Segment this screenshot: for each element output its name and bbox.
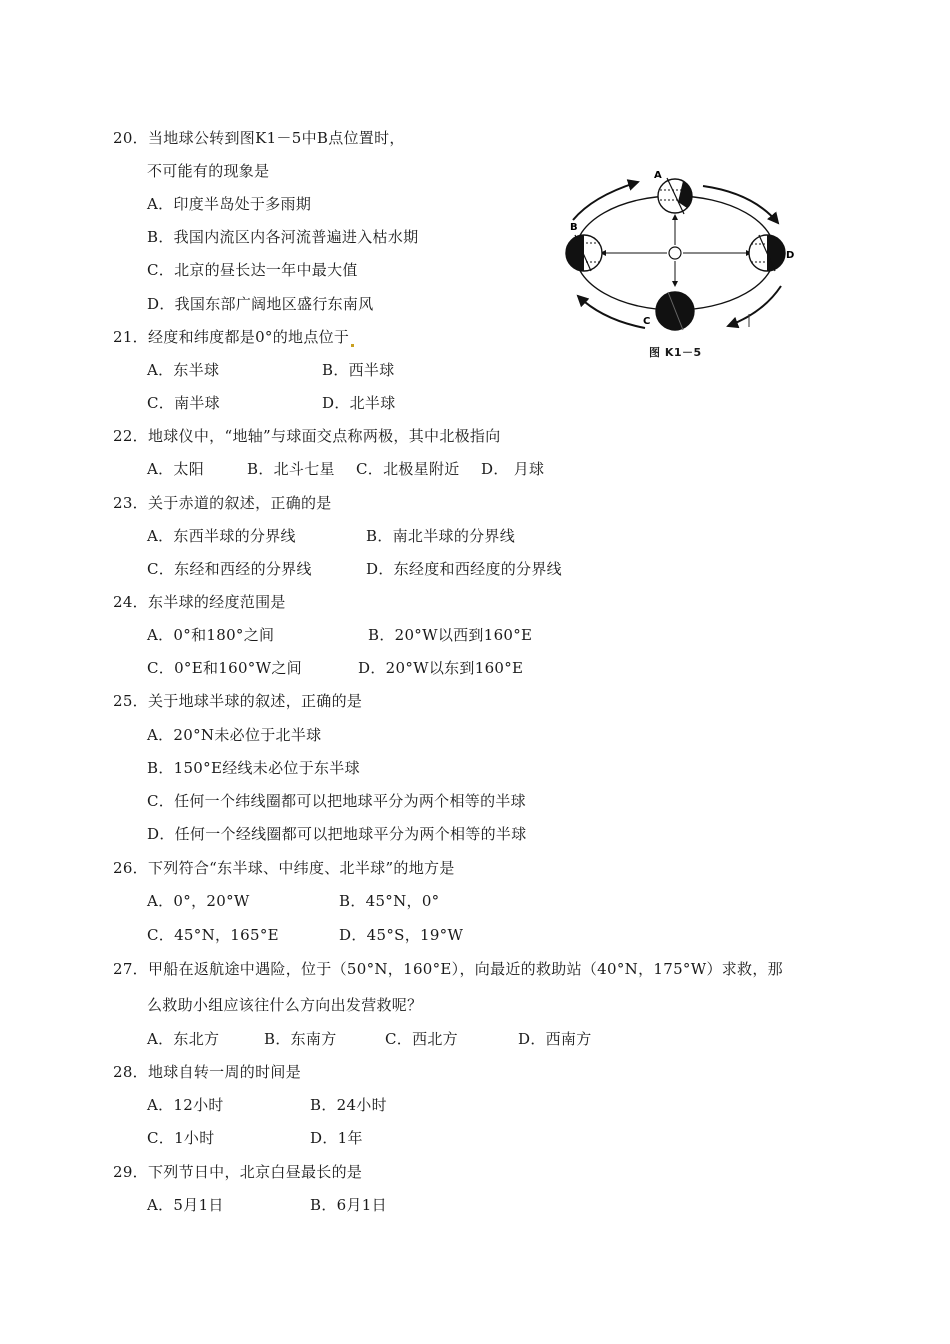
earth-position-b [566,235,602,271]
q25-stem: 25．关于地球半球的叙述，正确的是 [113,692,363,710]
q22-option-b: B．北斗七星 [247,460,335,478]
figure-caption: 图 K1－5 [649,346,702,359]
q23-option-a: A．东西半球的分界线 [147,527,296,545]
label-a: A [654,170,662,181]
q27-option-b: B．东南方 [264,1030,337,1048]
q21-stem-wrap [113,327,354,347]
q23-option-b: B．南北半球的分界线 [366,527,516,545]
label-c: C [643,316,651,327]
q26-option-a: A．0°，20°W [147,892,250,910]
earth-position-a [658,178,692,214]
q24-option-a: A．0°和180°之间 [147,626,275,644]
q26-option-c: C．45°N，165°E [147,926,279,944]
q20-stem: 20．当地球公转到图K1－5中B点位置时， [113,129,405,147]
q22-stem: 22．地球仪中，“地轴”与球面交点称两极，其中北极指向 [113,427,501,445]
earth-position-d [749,235,785,271]
label-b: B [570,222,578,233]
q27-stem: 27．甲船在返航途中遇险，位于（50°N，160°E），向最近的救助站（40°N，175°W）求救，那 [113,960,783,978]
q28-stem: 28．地球自转一周的时间是 [113,1063,301,1081]
q21-option-c: C．南半球 [147,394,220,412]
label-d: D [786,250,795,261]
q21-stem: 21．经度和纬度都是0°的地点位于 [113,328,350,346]
q22-option-a: A．太阳 [147,460,205,478]
q23-option-d: D．东经度和西经度的分界线 [366,560,562,578]
orbit-arrow-top-right [703,186,778,223]
q29-stem: 29．下列节日中，北京白昼最长的是 [113,1163,363,1181]
q20-option-a: A．印度半岛处于多雨期 [147,195,312,213]
q24-stem: 24．东半球的经度范围是 [113,593,286,611]
q28-option-a: A．12小时 [147,1096,224,1114]
q21-option-a: A．东半球 [147,361,220,379]
q25-option-b: B．150°E经线未必位于东半球 [147,759,360,777]
q25-option-d: D．任何一个经线圈都可以把地球平分为两个相等的半球 [147,825,527,843]
q21-option-d: D．北半球 [322,394,396,412]
q22-option-d: D． 月球 [481,460,545,478]
q24-option-c: C．0°E和160°W之间 [147,659,302,677]
q20-stem-cont: 不可能有的现象是 [147,162,270,180]
q26-option-d: D．45°S，19°W [339,926,464,944]
q24-option-d: D．20°W以东到160°E [358,659,524,677]
q28-option-c: C．1小时 [147,1129,215,1147]
q27-option-c: C．西北方 [385,1030,458,1048]
q20-option-d: D．我国东部广阔地区盛行东南风 [147,295,374,313]
q20-option-c: C．北京的昼长达一年中最大值 [147,261,358,279]
q26-option-b: B．45°N，0° [339,892,440,910]
q27-option-d: D．西南方 [518,1030,592,1048]
sun-icon [664,242,686,264]
q20-option-b: B．我国内流区内各河流普遍进入枯水期 [147,228,419,246]
q23-stem: 23．关于赤道的叙述，正确的是 [113,494,332,512]
highlight-mark [351,344,354,347]
q28-option-d: D．1年 [310,1129,363,1147]
earth-orbit-diagram [553,168,798,368]
q24-option-b: B．20°W以西到160°E [368,626,533,644]
q27-stem-cont: 么救助小组应该往什么方向出发营救呢？ [147,996,423,1014]
q21-option-b: B．西半球 [322,361,395,379]
earth-position-c [656,292,694,330]
q25-option-c: C．任何一个纬线圈都可以把地球平分为两个相等的半球 [147,792,526,810]
q23-option-c: C．东经和西经的分界线 [147,560,312,578]
q29-option-a: A．5月1日 [147,1196,224,1214]
orbit-arrow-right-bottom [728,286,781,326]
orbit-arrow-left-top [573,182,638,220]
q28-option-b: B．24小时 [310,1096,387,1114]
q26-stem: 26．下列符合“东半球、中纬度、北半球”的地方是 [113,859,455,877]
q22-option-c: C．北极星附近 [356,460,460,478]
orbit-arrow-bottom-left [578,296,645,328]
q27-option-a: A．东北方 [147,1030,220,1048]
q25-option-a: A．20°N未必位于北半球 [147,726,322,744]
q29-option-b: B．6月1日 [310,1196,387,1214]
